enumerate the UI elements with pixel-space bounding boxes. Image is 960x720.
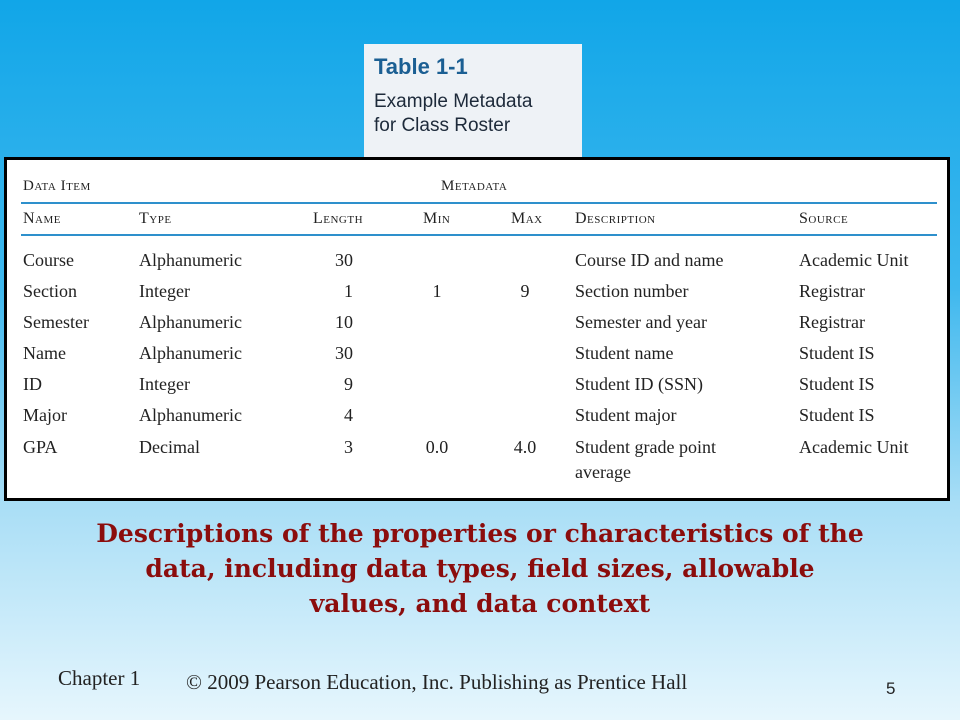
header-rule-top [21,202,937,204]
group-header-data-item: Data Item [23,178,91,194]
column-header-max: Max [511,210,543,227]
cell-type: Alphanumeric [139,343,242,363]
cell-length: 30 [335,250,353,270]
cell-source: Academic Unit [799,437,909,457]
table-number: Table 1-1 [374,54,468,79]
cell-name: Name [23,343,66,363]
cell-description: Student grade point [575,437,716,457]
cell-length: 3 [344,437,353,457]
cell-type: Alphanumeric [139,312,242,332]
cell-source: Academic Unit [799,250,909,270]
cell-type: Alphanumeric [139,405,242,425]
page-number: 5 [886,679,896,698]
cell-description-continued: average [575,462,631,482]
header-rule-bottom [21,234,937,236]
cell-type: Integer [139,281,190,301]
cell-length: 9 [344,374,353,394]
cell-type: Decimal [139,437,200,457]
table-title-line-2: for Class Roster [374,115,511,136]
cell-max: 9 [520,281,530,301]
cell-description: Student major [575,405,677,425]
description-line-2: data, including data types, field sizes, allowable [145,554,815,583]
table-title-line-1: Example Metadata [374,91,533,112]
cell-type: Integer [139,374,190,394]
cell-source: Student IS [799,374,875,394]
column-header-type: Type [139,210,172,227]
column-header-description: Description [575,210,656,227]
cell-min: 1 [432,281,442,301]
column-header-length: Length [313,210,364,227]
cell-length: 4 [344,405,353,425]
cell-name: Section [23,281,77,301]
column-header-min: Min [423,210,451,227]
cell-description: Student name [575,343,674,363]
footer-copyright: © 2009 Pearson Education, Inc. Publishing as Prentice Hall [186,670,688,694]
cell-description: Section number [575,281,689,301]
column-header-name: Name [23,210,61,227]
slide-description [60,516,900,621]
cell-description: Student ID (SSN) [575,374,704,394]
table-caption [364,44,582,158]
footer-chapter: Chapter 1 [58,666,141,690]
cell-max: 4.0 [513,437,537,457]
cell-length: 10 [335,312,353,332]
cell-name: GPA [23,437,58,457]
cell-length: 30 [335,343,353,363]
cell-min: 0.0 [425,437,449,457]
cell-source: Student IS [799,343,875,363]
cell-source: Registrar [799,281,865,301]
cell-name: Major [23,405,67,425]
cell-description: Semester and year [575,312,707,332]
cell-name: Course [23,250,74,270]
cell-length: 1 [344,281,353,301]
description-line-1: Descriptions of the properties or characteristics of the [96,519,864,548]
description-line-3: values, and data context [309,589,651,618]
cell-source: Registrar [799,312,865,332]
group-header-metadata: Metadata [441,178,508,194]
cell-name: Semester [23,312,89,332]
column-header-source: Source [799,210,849,227]
cell-description: Course ID and name [575,250,724,270]
cell-type: Alphanumeric [139,250,242,270]
cell-name: ID [23,374,42,394]
cell-source: Student IS [799,405,875,425]
metadata-table [4,157,950,501]
